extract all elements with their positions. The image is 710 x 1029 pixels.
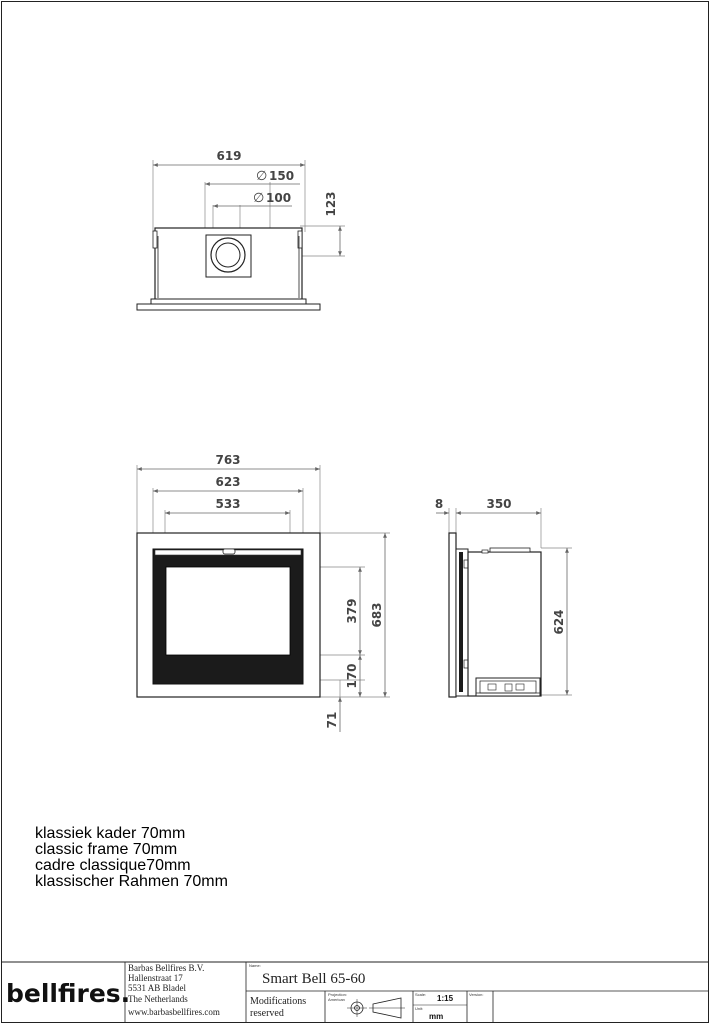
front-view bbox=[137, 453, 390, 732]
dim-bottom-offset: 170 bbox=[345, 663, 359, 689]
projection-symbol-icon bbox=[347, 998, 405, 1018]
side-view bbox=[435, 497, 572, 697]
dim-side-height: 624 bbox=[552, 609, 566, 635]
diameter-icon: ∅ bbox=[256, 169, 268, 184]
title-block bbox=[1, 962, 709, 1022]
note-line: klassiek kader 70mm bbox=[35, 825, 186, 842]
company-line: Hallenstraat 17 bbox=[128, 973, 183, 983]
scale-label: Scale: bbox=[415, 992, 427, 997]
dim-top-width: 619 bbox=[216, 149, 242, 163]
modifications-text: Modifications bbox=[250, 996, 307, 1007]
dim-duct-inner: 100 bbox=[266, 191, 292, 205]
name-label: Name: bbox=[249, 963, 261, 968]
note-line: cadre classique70mm bbox=[35, 857, 191, 874]
projection-type: American bbox=[328, 997, 345, 1002]
top-frame bbox=[137, 304, 320, 310]
company-logo: bellfires. bbox=[6, 979, 131, 1008]
dim-duct-outer: 150 bbox=[269, 169, 295, 183]
note-line: classic frame 70mm bbox=[35, 841, 178, 858]
frame-notes bbox=[35, 826, 228, 890]
unit-value: mm bbox=[429, 1012, 444, 1021]
company-line: The Netherlands bbox=[128, 994, 188, 1004]
side-frame bbox=[449, 533, 456, 697]
projection-label: Projection: bbox=[328, 992, 347, 997]
dim-top-depth: 123 bbox=[324, 191, 338, 217]
dim-side-frame-depth: 8 bbox=[434, 497, 444, 511]
company-line: www.barbasbellfires.com bbox=[128, 1007, 220, 1017]
front-glass bbox=[166, 567, 290, 655]
flue-inner-circle bbox=[216, 243, 240, 267]
dim-side-body-depth: 350 bbox=[486, 497, 512, 511]
dim-frame-width: 763 bbox=[215, 453, 241, 467]
top-view bbox=[137, 149, 345, 310]
modifications-text: reserved bbox=[250, 1008, 284, 1019]
dim-glass-height: 379 bbox=[345, 598, 359, 624]
company-line: Barbas Bellfires B.V. bbox=[128, 963, 205, 973]
dim-unit-width: 623 bbox=[215, 475, 241, 489]
unit-label: Unit: bbox=[415, 1006, 424, 1011]
note-line: klassischer Rahmen 70mm bbox=[35, 873, 228, 890]
dim-total-height: 683 bbox=[370, 602, 384, 628]
diameter-icon: ∅ bbox=[253, 191, 265, 206]
dim-frame-below: 71 bbox=[325, 711, 339, 729]
side-body bbox=[468, 552, 541, 696]
scale-value: 1:15 bbox=[437, 994, 454, 1003]
company-line: 5531 AB Bladel bbox=[128, 983, 186, 993]
drawing-name: Smart Bell 65-60 bbox=[262, 971, 366, 987]
version-label: Version: bbox=[469, 992, 484, 997]
dim-glass-width: 533 bbox=[215, 497, 241, 511]
